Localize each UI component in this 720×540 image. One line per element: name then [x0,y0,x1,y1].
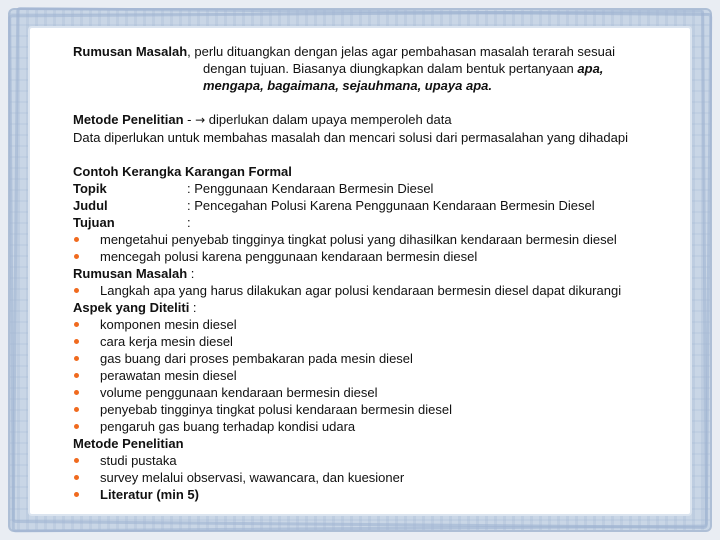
list-item [73,469,705,486]
list-item-text: volume penggunaan kendaraan bermesin diesel [100,385,378,400]
list-item [73,231,705,248]
bullet-icon [74,390,79,395]
list-item [73,350,705,367]
list-item [73,384,705,401]
rumusan-intro-text1: , perlu dituangkan dengan jelas agar pembahasan masalah terarah sesuai [187,44,616,59]
right-arrow-icon: → [195,113,206,127]
list-item-text: mencegah polusi karena penggunaan kendaraan bermesin diesel [100,249,478,264]
rumusan-intro-text2: dengan tujuan. Biasanya diungkapkan dalam bentuk pertanyaan [203,61,578,76]
rumusan-label: Rumusan Masalah [73,266,188,281]
aspek-label: Aspek yang Diteliti [73,300,190,315]
tujuan-label: Tujuan [73,215,115,230]
list-item [73,282,705,299]
slide-content [73,43,705,503]
list-item [73,418,705,435]
metode-intro-label: Metode Penelitian [73,112,184,127]
metode-label: Metode Penelitian [73,436,184,451]
metode-intro-line2: Data diperlukan untuk membahas masalah dan mencari solusi dari permasalahan yang dihadapi [73,130,628,145]
bullet-icon [74,373,79,378]
list-item-text: komponen mesin diesel [100,317,237,332]
list-item-text: studi pustaka [100,453,177,468]
aspek-row [73,299,705,316]
bullet-icon [74,288,79,293]
rumusan-intro-emph2: mengapa, bagaimana, sejauhmana, upaya apa. [203,78,492,93]
list-item [73,316,705,333]
list-item [73,486,705,503]
list-item [73,248,705,265]
list-item [73,452,705,469]
metode-intro-sep: - [183,112,196,127]
bullet-icon [74,322,79,327]
list-item-text: pengaruh gas buang terhadap kondisi udara [100,419,356,434]
list-item [73,401,705,418]
tujuan-value: : [187,215,191,230]
aspek-colon: : [189,300,197,315]
list-item [73,367,705,384]
topik-row [73,180,705,197]
rumusan-intro-line2 [73,60,705,77]
bullet-icon [74,492,79,497]
bullet-icon [74,475,79,480]
rumusan-colon: : [187,266,195,281]
bullet-icon [74,356,79,361]
topik-value: : Penggunaan Kendaraan Bermesin Diesel [187,181,434,196]
rumusan-intro-line1 [73,43,705,60]
list-item-text: penyebab tingginya tingkat polusi kendaraan bermesin diesel [100,402,452,417]
bullet-icon [74,254,79,259]
judul-value: : Pencegahan Polusi Karena Penggunaan Kendaraan Bermesin Diesel [187,198,595,213]
bullet-icon [74,424,79,429]
bullet-icon [74,458,79,463]
list-item-text: gas buang dari proses pembakaran pada mesin diesel [100,351,413,366]
topik-label: Topik [73,181,107,196]
list-item-text: perawatan mesin diesel [100,368,237,383]
bullet-icon [74,407,79,412]
rumusan-intro-label: Rumusan Masalah [73,44,188,59]
metode-intro-line1 [73,111,705,129]
list-item-text: Literatur (min 5) [100,487,199,502]
list-item-text: survey melalui observasi, wawancara, dan kuesioner [100,470,405,485]
list-item-text: mengetahui penyebab tingginya tingkat polusi yang dihasilkan kendaraan bermesin diesel [100,232,617,247]
bullet-icon [74,237,79,242]
judul-label: Judul [73,198,108,213]
bullet-icon [74,339,79,344]
contoh-heading: Contoh Kerangka Karangan Formal [73,164,292,179]
judul-row [73,197,705,214]
rumusan-row [73,265,705,282]
list-item [73,333,705,350]
metode-intro-text: diperlukan dalam upaya memperoleh data [205,112,452,127]
list-item-text: cara kerja mesin diesel [100,334,233,349]
tujuan-row [73,214,705,231]
rumusan-intro-emph1: apa, [577,61,604,76]
list-item-text: Langkah apa yang harus dilakukan agar polusi kendaraan bermesin diesel dapat dikurangi [100,283,622,298]
